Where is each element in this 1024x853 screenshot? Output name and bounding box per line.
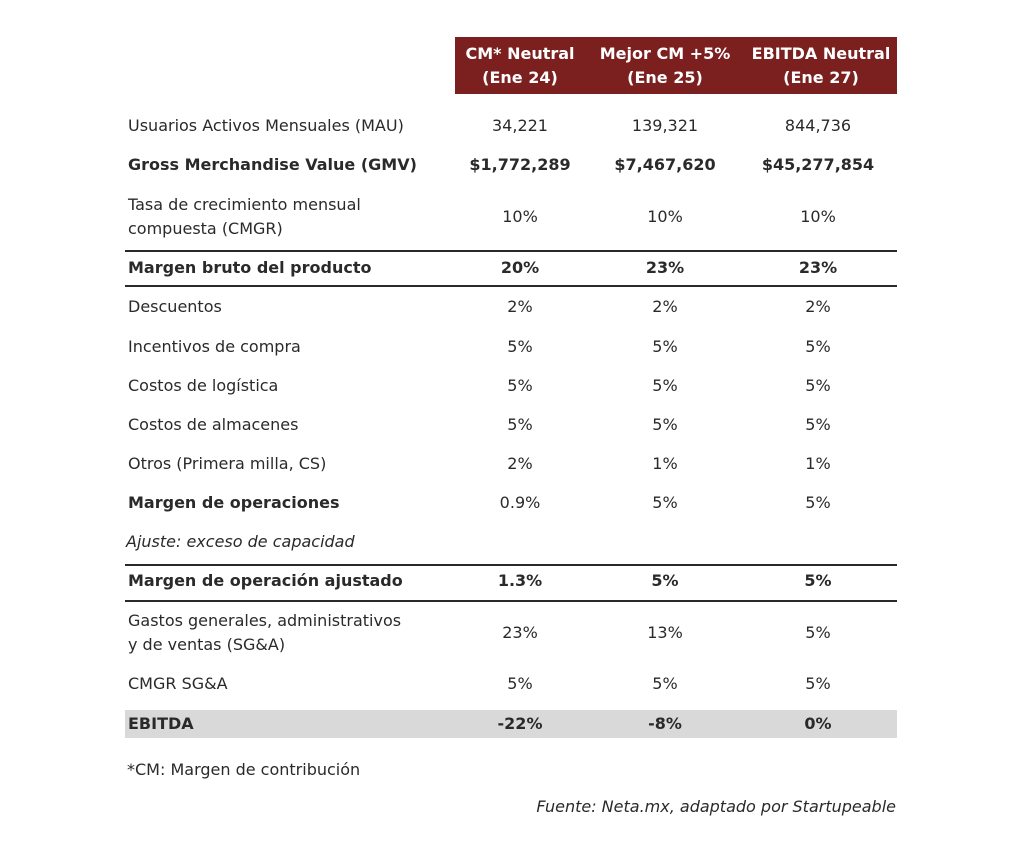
cell: 5% xyxy=(805,674,831,693)
row-label: Otros (Primera milla, CS) xyxy=(128,454,327,473)
row-label: Ajuste: exceso de capacidad xyxy=(126,532,355,551)
cell: 5% xyxy=(805,493,831,512)
table-row xyxy=(125,192,897,242)
header-ebitda-neutral: EBITDA Neutral (Ene 27) xyxy=(745,37,897,94)
table-row xyxy=(125,374,897,398)
cell: 10% xyxy=(647,207,683,226)
cell: 13% xyxy=(647,623,683,642)
ebitda-row xyxy=(125,710,897,738)
table-row xyxy=(125,413,897,437)
row-label: Gross Merchandise Value (GMV) xyxy=(128,155,417,174)
cell: 0% xyxy=(804,714,832,733)
cell: 5% xyxy=(507,337,533,356)
cell: 1% xyxy=(652,454,678,473)
cell: 10% xyxy=(800,207,836,226)
table-row xyxy=(125,452,897,476)
cell: 5% xyxy=(507,376,533,395)
table-row xyxy=(125,491,897,515)
source-credit: Fuente: Neta.mx, adaptado por Startupeable xyxy=(536,797,896,816)
cell: 1% xyxy=(805,454,831,473)
cell: 2% xyxy=(805,297,831,316)
cell: 5% xyxy=(507,674,533,693)
row-label: Margen de operación ajustado xyxy=(128,571,403,590)
divider xyxy=(125,250,897,252)
row-label: Margen de operaciones xyxy=(128,493,340,512)
divider xyxy=(125,285,897,287)
row-label: Descuentos xyxy=(128,297,222,316)
cell: 0.9% xyxy=(499,493,541,512)
table-row xyxy=(125,569,897,593)
cell: $1,772,289 xyxy=(469,155,571,174)
cell: 2% xyxy=(507,297,533,316)
row-label: Tasa de crecimiento mensual compuesta (CMGR) xyxy=(128,195,361,238)
table-row xyxy=(125,295,897,319)
row-label: Margen bruto del producto xyxy=(128,258,372,277)
cell: 5% xyxy=(805,337,831,356)
cell: 1.3% xyxy=(497,571,543,590)
row-label: CMGR SG&A xyxy=(128,674,228,693)
header-mejor-cm: Mejor CM +5% (Ene 25) xyxy=(585,37,745,94)
header-cm-neutral: CM* Neutral (Ene 24) xyxy=(455,37,585,94)
cell: 20% xyxy=(500,258,540,277)
cell: 10% xyxy=(502,207,538,226)
cell: 5% xyxy=(805,376,831,395)
cell: 5% xyxy=(804,571,832,590)
cell: 23% xyxy=(798,258,838,277)
cell: 5% xyxy=(651,571,679,590)
cell: 5% xyxy=(652,674,678,693)
cell: 844,736 xyxy=(784,116,852,135)
cell: 34,221 xyxy=(492,116,548,135)
cell: 2% xyxy=(507,454,533,473)
row-label: Gastos generales, administrativos y de ventas (SG&A) xyxy=(128,611,402,654)
footnote: *CM: Margen de contribución xyxy=(127,760,361,779)
row-label: Usuarios Activos Mensuales (MAU) xyxy=(128,116,404,135)
table-row xyxy=(125,608,897,658)
cell: 23% xyxy=(502,623,538,642)
row-label: Costos de almacenes xyxy=(128,415,299,434)
cell: -22% xyxy=(497,714,543,733)
column-headers xyxy=(455,37,897,94)
cell: 5% xyxy=(652,337,678,356)
table-row xyxy=(125,153,897,177)
cell: 5% xyxy=(652,376,678,395)
cell: -8% xyxy=(648,714,682,733)
table-row xyxy=(125,530,897,554)
cell: 23% xyxy=(645,258,685,277)
table-row xyxy=(125,335,897,359)
cell: 5% xyxy=(805,623,831,642)
cell: 5% xyxy=(652,493,678,512)
divider xyxy=(125,600,897,602)
cell: 139,321 xyxy=(631,116,699,135)
table-row xyxy=(125,672,897,696)
divider xyxy=(125,564,897,566)
row-label: Incentivos de compra xyxy=(128,337,301,356)
cell: 2% xyxy=(652,297,678,316)
cell: 5% xyxy=(507,415,533,434)
row-label: EBITDA xyxy=(128,714,194,733)
row-label: Costos de logística xyxy=(128,376,279,395)
cell: 5% xyxy=(652,415,678,434)
table-row xyxy=(125,114,897,138)
cell: 5% xyxy=(805,415,831,434)
cell: $45,277,854 xyxy=(761,155,875,174)
table-row xyxy=(125,256,897,280)
cell: $7,467,620 xyxy=(614,155,716,174)
